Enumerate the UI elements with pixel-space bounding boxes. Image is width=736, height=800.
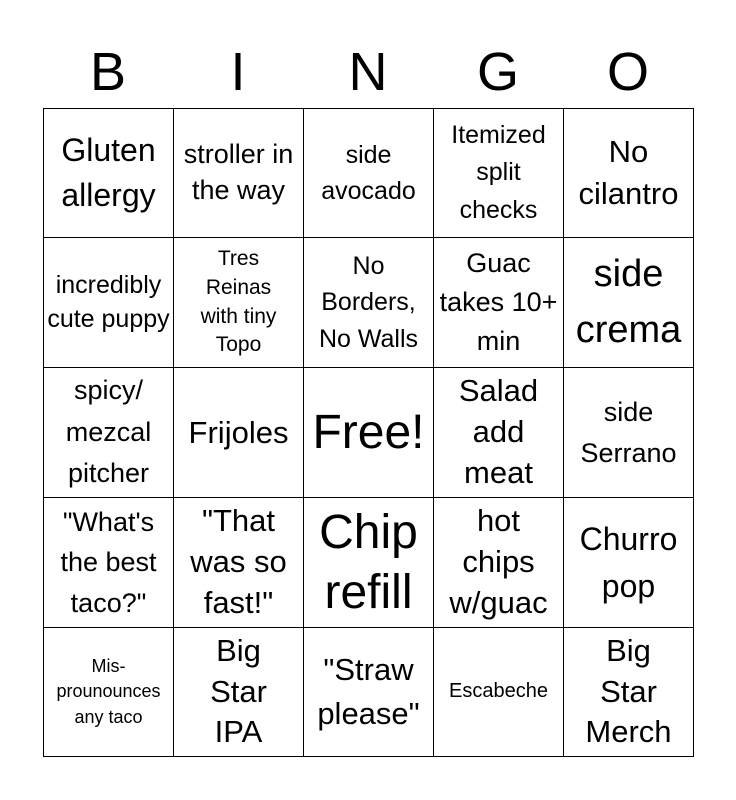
- cell-text: side crema: [575, 253, 682, 351]
- cell-text: Mis-prounounces any taco: [56, 656, 161, 727]
- bingo-cell[interactable]: [434, 498, 564, 628]
- header-letter-b: B: [89, 42, 127, 102]
- cell-text: "That was so fast!": [190, 503, 287, 620]
- cell-text: Tres Reinas with tiny Topo: [200, 246, 277, 357]
- cell-text: Churro pop: [579, 521, 678, 604]
- cell-text: Escabeche: [449, 680, 548, 703]
- cell-text: side Serrano: [580, 397, 677, 468]
- cell-text: incredibly cute puppy: [47, 270, 170, 333]
- bingo-cell[interactable]: [564, 368, 694, 498]
- bingo-cell[interactable]: [304, 109, 434, 238]
- bingo-cell[interactable]: [304, 368, 434, 498]
- bingo-grid: [43, 108, 694, 757]
- cell-text: Itemized split checks: [451, 120, 546, 224]
- cell-text: No Borders, No Walls: [318, 252, 419, 353]
- cell-text: Big Star IPA: [210, 632, 267, 750]
- bingo-cell[interactable]: [304, 498, 434, 628]
- bingo-header: [43, 36, 693, 108]
- cell-text: No cilantro: [578, 134, 679, 211]
- bingo-cell[interactable]: [434, 238, 564, 368]
- bingo-cell[interactable]: [434, 628, 564, 757]
- cell-text: Chip refill: [319, 505, 418, 619]
- cell-text: Frijoles: [188, 414, 289, 450]
- bingo-cell[interactable]: [564, 498, 694, 628]
- header-letter-g: G: [476, 42, 519, 102]
- bingo-cell[interactable]: [44, 109, 174, 238]
- cell-text: side avocado: [321, 140, 416, 205]
- bingo-cell[interactable]: [174, 109, 304, 238]
- bingo-cell[interactable]: [434, 368, 564, 498]
- cell-text: Salad add meat: [458, 373, 539, 490]
- bingo-cell[interactable]: [174, 368, 304, 498]
- bingo-cell[interactable]: [174, 628, 304, 757]
- cell-text: "Straw please": [317, 651, 420, 731]
- bingo-cell[interactable]: [564, 109, 694, 238]
- bingo-cell[interactable]: [44, 238, 174, 368]
- bingo-cell[interactable]: [564, 628, 694, 757]
- bingo-cell[interactable]: [174, 238, 304, 368]
- header-letter-o: O: [606, 42, 649, 102]
- bingo-cell[interactable]: [174, 498, 304, 628]
- header-letter-i: I: [230, 42, 246, 102]
- bingo-cell[interactable]: [44, 368, 174, 498]
- cell-text: hot chips w/guac: [449, 503, 548, 620]
- bingo-cell[interactable]: [304, 628, 434, 757]
- cell-text: Big Star Merch: [585, 632, 672, 750]
- free-space: Free!: [312, 405, 425, 459]
- cell-text: "What's the best taco?": [60, 506, 157, 618]
- header-letter-n: N: [348, 42, 388, 102]
- bingo-cell[interactable]: [564, 238, 694, 368]
- bingo-cell[interactable]: [44, 628, 174, 757]
- bingo-cell[interactable]: [434, 109, 564, 238]
- cell-text: spicy/ mezcal pitcher: [65, 374, 152, 489]
- cell-text: Guac takes 10+ min: [439, 247, 558, 357]
- cell-text: stroller in the way: [183, 139, 294, 205]
- bingo-cell[interactable]: [44, 498, 174, 628]
- cell-text: Gluten allergy: [61, 132, 156, 213]
- bingo-cell[interactable]: [304, 238, 434, 368]
